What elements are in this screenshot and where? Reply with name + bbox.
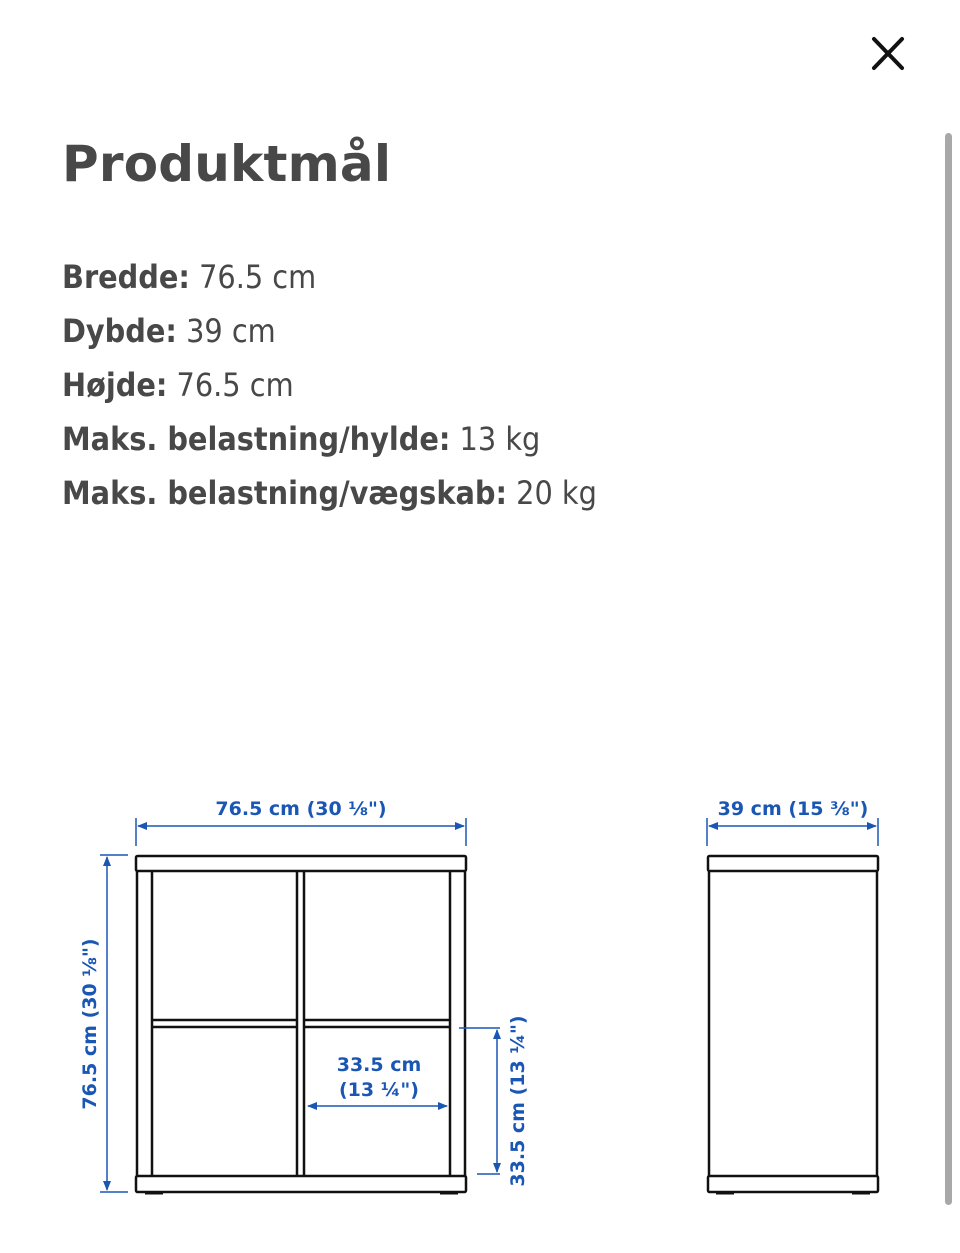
front-height-label: 76.5 cm (30 ⅛")	[79, 938, 101, 1110]
side-depth-dimension	[707, 818, 878, 846]
spec-max-load-cabinet	[62, 466, 597, 520]
front-view	[136, 856, 466, 1193]
close-icon	[866, 32, 910, 76]
spec-label: Dybde:	[62, 312, 177, 350]
front-height-dimension	[100, 855, 128, 1192]
spec-depth	[62, 304, 597, 358]
spec-value: 39 cm	[186, 312, 276, 350]
spec-max-load-shelf	[62, 412, 597, 466]
dimension-specs-list	[62, 250, 597, 520]
scrollbar-thumb[interactable]	[945, 133, 952, 1205]
spec-label: Højde:	[62, 366, 168, 404]
spec-label: Maks. belastning/vægskab:	[62, 474, 507, 512]
side-view	[708, 856, 878, 1193]
compartment-width-label-line2: (13 ¼")	[339, 1079, 419, 1101]
compartment-width-label-line1: 33.5 cm	[336, 1054, 422, 1076]
spec-width	[62, 250, 597, 304]
spec-value: 76.5 cm	[176, 366, 294, 404]
side-depth-label: 39 cm (15 ⅜")	[717, 798, 869, 820]
spec-label: Maks. belastning/hylde:	[62, 420, 451, 458]
compartment-height-label: 33.5 cm (13 ¼")	[507, 1015, 529, 1187]
spec-value: 20 kg	[516, 474, 597, 512]
spec-value: 76.5 cm	[199, 258, 317, 296]
spec-height	[62, 358, 597, 412]
front-width-label: 76.5 cm (30 ⅛")	[215, 798, 387, 820]
close-button[interactable]	[866, 32, 910, 76]
page-title: Produktmål	[62, 135, 392, 193]
front-width-dimension	[136, 818, 466, 846]
compartment-height-dimension	[459, 1028, 500, 1174]
spec-value: 13 kg	[459, 420, 541, 458]
spec-label: Bredde:	[62, 258, 190, 296]
